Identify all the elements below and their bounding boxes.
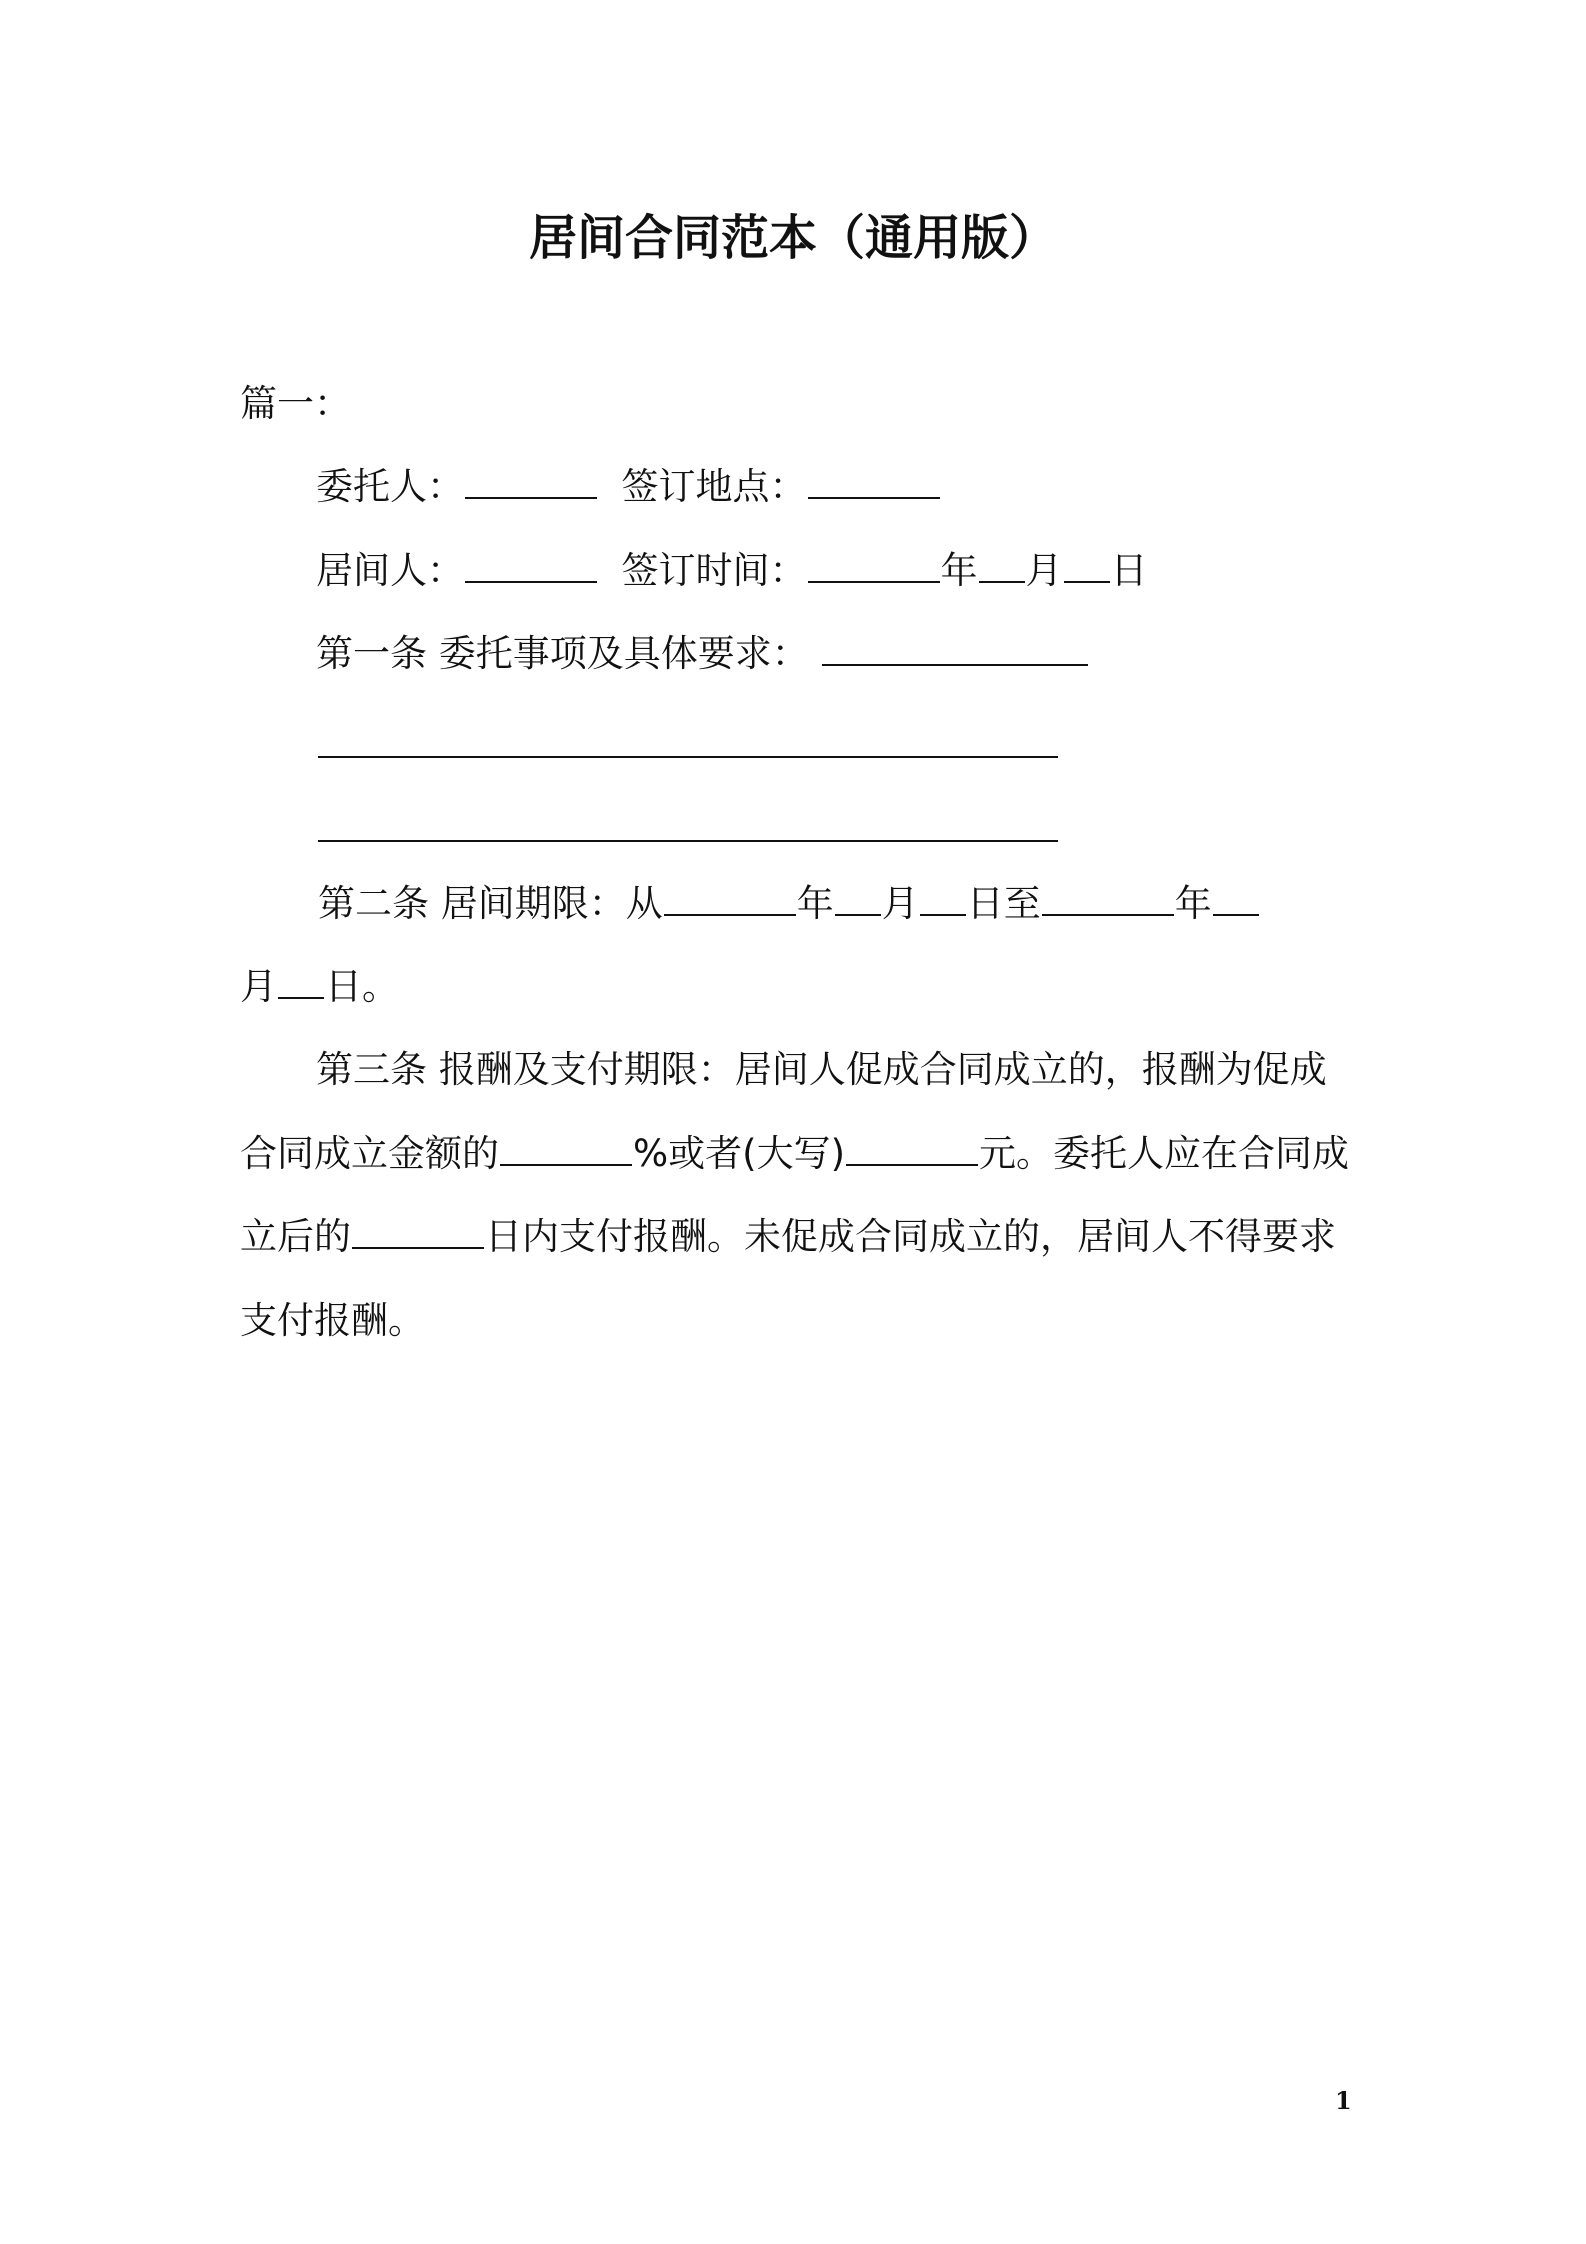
to-year-blank — [1042, 878, 1174, 916]
broker-sign-time-line — [316, 545, 1148, 597]
days-blank — [352, 1211, 484, 1249]
page-number: 1 — [1335, 2086, 1352, 2115]
article-3-line-1: 第三条 报酬及支付期限：居间人促成合同成立的，报酬为促成 — [316, 1048, 1327, 1091]
amount-capital-blank — [846, 1128, 978, 1166]
payment-text: 日内支付报酬。未促成合同成立的，居间人不得要求 — [485, 1215, 1336, 1258]
broker-label: 居间人： — [316, 549, 464, 592]
client-blank — [465, 461, 597, 499]
year-unit: 年 — [940, 549, 978, 592]
after-text: 立后的 — [240, 1215, 351, 1258]
article-3-line-3 — [240, 1211, 1336, 1263]
article-1-blank — [822, 628, 1088, 666]
broker-blank — [465, 545, 597, 583]
percent-text: %或者(大写) — [633, 1132, 846, 1175]
sign-place-blank — [808, 461, 940, 499]
article-1-blank-line-2 — [318, 756, 1058, 758]
percent-blank — [500, 1128, 632, 1166]
from-day-blank — [920, 878, 966, 916]
article-2-label: 第二条 居间期限：从 — [318, 882, 663, 925]
amount-text: 合同成立金额的 — [240, 1132, 499, 1175]
to-year-unit: 年 — [1174, 882, 1212, 925]
day-unit: 日 — [1110, 549, 1148, 592]
article-1-label: 第一条 委托事项及具体要求： — [316, 632, 809, 675]
sign-time-label: 签订时间： — [621, 549, 807, 592]
to-month-blank — [1213, 878, 1259, 916]
article-1-blank-line-3 — [318, 840, 1058, 842]
sign-year-blank — [808, 545, 940, 583]
client-label: 委托人： — [316, 465, 464, 508]
yuan-text: 元。委托人应在合同成 — [979, 1132, 1350, 1175]
to-month-unit: 月 — [240, 965, 277, 1008]
from-year-blank — [664, 878, 796, 916]
document-title: 居间合同范本（通用版） — [528, 210, 1057, 266]
month-unit: 月 — [1025, 549, 1063, 592]
article-1-line — [316, 628, 1089, 680]
sign-place-label: 签订地点： — [621, 465, 807, 508]
sign-day-blank — [1064, 545, 1110, 583]
from-month-blank — [835, 878, 881, 916]
section-label: 篇一： — [240, 382, 351, 425]
client-sign-place-line — [316, 461, 941, 513]
article-2-line-2 — [240, 961, 399, 1013]
article-2-line — [318, 878, 1260, 930]
from-year-unit: 年 — [796, 882, 834, 925]
to-day-blank — [278, 961, 324, 999]
article-3-line-4: 支付报酬。 — [240, 1299, 425, 1342]
day-to-text: 日至 — [966, 882, 1041, 925]
day-end-text: 日。 — [325, 965, 399, 1008]
sign-month-blank — [979, 545, 1025, 583]
article-3-line-2 — [240, 1128, 1349, 1180]
from-month-unit: 月 — [881, 882, 919, 925]
